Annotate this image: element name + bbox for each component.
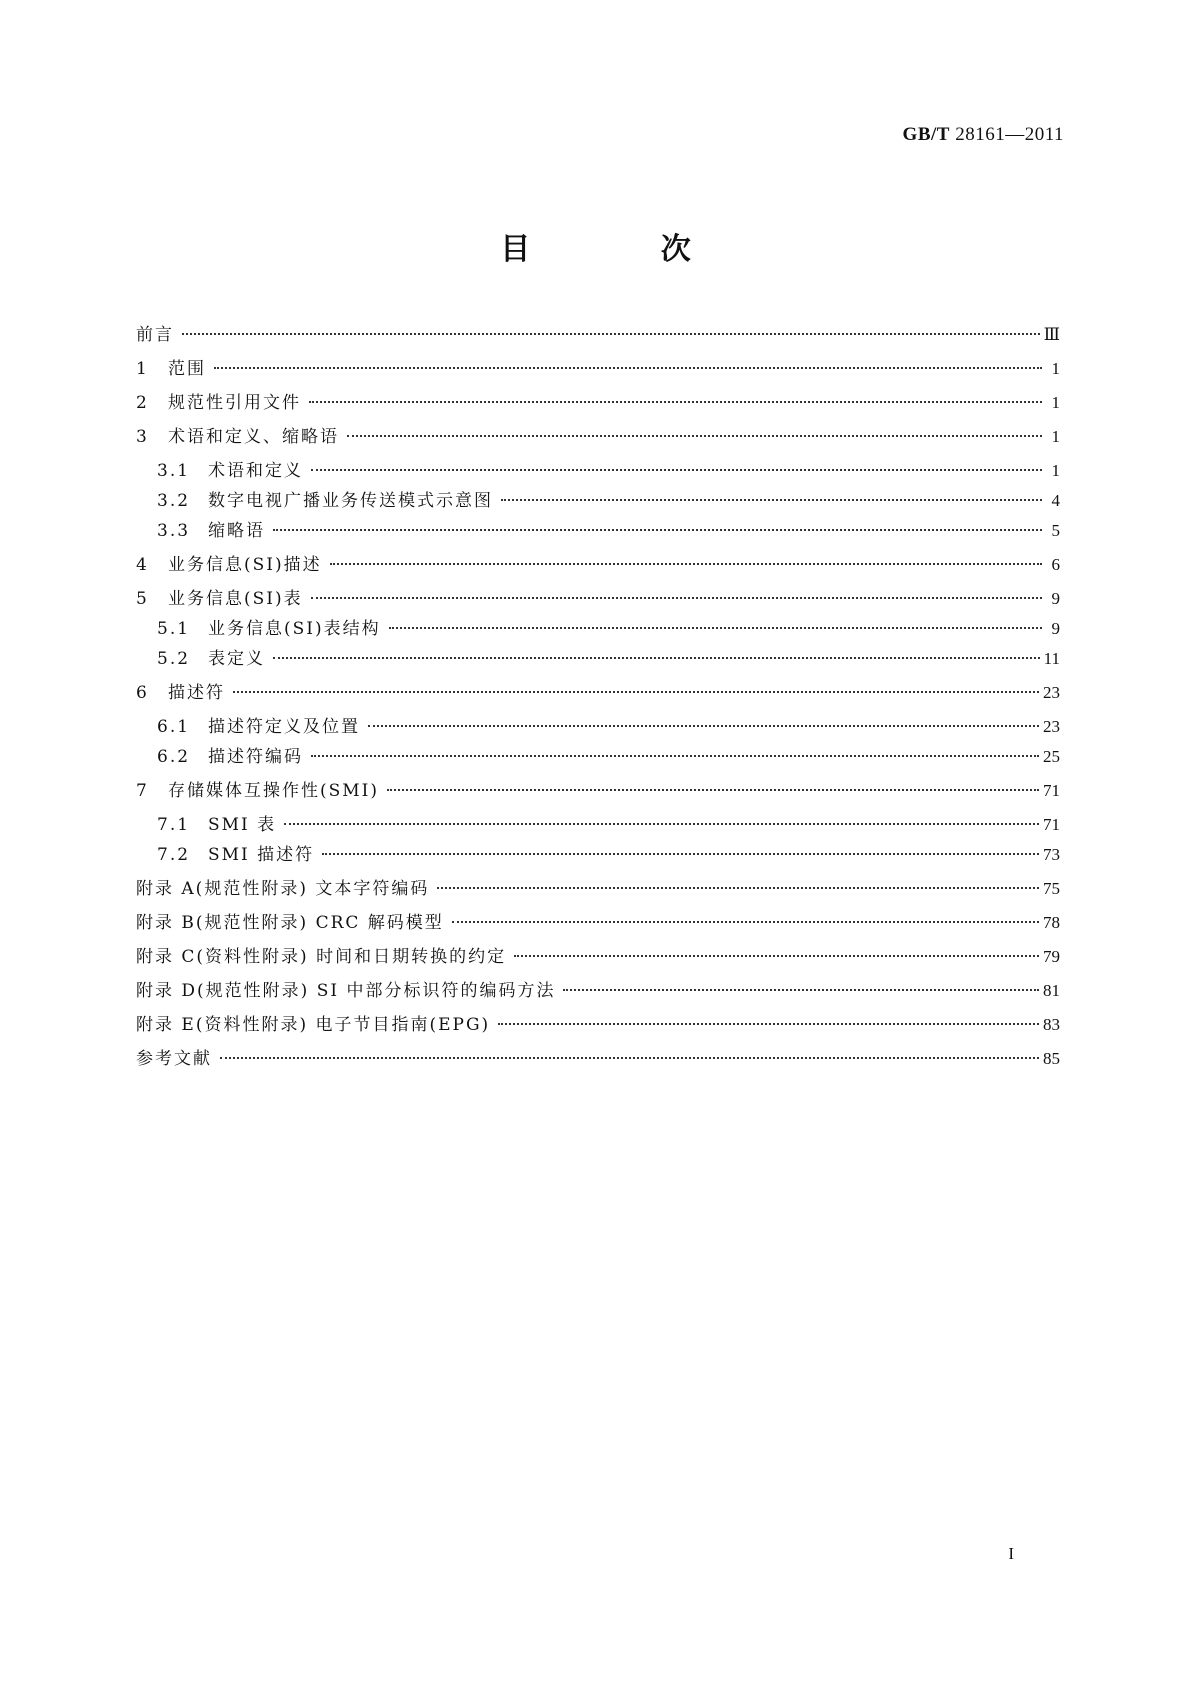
toc-entry-title: 附录 B(规范性附录) CRC 解码模型 [136, 913, 444, 933]
standard-prefix: GB/T [902, 124, 950, 145]
dot-leader [563, 989, 1039, 991]
dot-leader [233, 691, 1039, 693]
toc-entry-title: 描述符 [168, 683, 225, 703]
toc-entry[interactable] [136, 1014, 1060, 1036]
toc-entry-number: 6.1 [157, 717, 191, 737]
toc-entry-page: 11 [1043, 649, 1060, 668]
toc-entry[interactable] [136, 1048, 1060, 1070]
toc-entry-title: 描述符编码 [208, 747, 303, 767]
dot-leader [437, 887, 1039, 889]
toc-entry-number: 6.2 [157, 747, 191, 767]
toc-entry-title: 附录 A(规范性附录) 文本字符编码 [136, 879, 430, 899]
dot-leader [273, 657, 1040, 659]
toc-entry-page: 25 [1043, 747, 1060, 766]
toc-entry-title: 存储媒体互操作性(SMI) [168, 781, 380, 801]
dot-leader [330, 563, 1042, 565]
dot-leader [498, 1023, 1039, 1025]
page-number: I [1008, 1544, 1014, 1563]
toc-entry[interactable] [136, 746, 1060, 768]
toc-entry[interactable] [136, 980, 1060, 1002]
toc-entry-number: 3.3 [157, 521, 191, 541]
toc-entry-page: 23 [1043, 717, 1060, 736]
toc-entry[interactable] [136, 682, 1060, 704]
toc-entry-title: 术语和定义 [208, 461, 303, 481]
toc-entry[interactable] [136, 520, 1060, 542]
toc-entry-title: 范围 [168, 359, 206, 379]
toc-entry-title: 表定义 [208, 649, 265, 669]
toc-entry-number: 6 [136, 683, 147, 703]
toc-entry-title: 附录 D(规范性附录) SI 中部分标识符的编码方法 [136, 981, 556, 1001]
standard-number: 28161—2011 [955, 124, 1064, 145]
toc-entry-page: 79 [1043, 947, 1060, 966]
dot-leader [322, 853, 1039, 855]
toc-entry-page: 9 [1051, 619, 1060, 638]
toc-entry[interactable] [136, 946, 1060, 968]
toc-entry-number: 7 [136, 781, 147, 801]
toc-entry-page: 1 [1051, 461, 1060, 480]
toc-entry-page: Ⅲ [1043, 325, 1060, 344]
dot-leader [311, 469, 1042, 471]
standard-code [903, 124, 1064, 146]
page-title: 目 次 [500, 232, 751, 267]
toc-entry-title: 业务信息(SI)表 [168, 589, 303, 609]
dot-leader [309, 401, 1042, 403]
toc-entry-number: 3.2 [157, 491, 191, 511]
toc-entry[interactable] [136, 912, 1060, 934]
dot-leader [214, 367, 1042, 369]
toc-entry-title: 数字电视广播业务传送模式示意图 [208, 491, 493, 511]
toc-entry-number: 1 [136, 359, 147, 379]
toc-entry-page: 81 [1043, 981, 1060, 1000]
toc-entry-number: 7.1 [157, 815, 191, 835]
toc-entry-page: 5 [1051, 521, 1060, 540]
toc-entry-title: 参考文献 [136, 1049, 212, 1069]
toc-entry-title: 附录 C(资料性附录) 时间和日期转换的约定 [136, 947, 507, 967]
dot-leader [182, 333, 1040, 335]
toc-entry[interactable] [136, 358, 1060, 380]
toc-entry[interactable] [136, 618, 1060, 640]
toc-entry-page: 83 [1043, 1015, 1060, 1034]
toc-entry-number: 3 [136, 427, 147, 447]
toc-entry-page: 1 [1051, 427, 1060, 446]
dot-leader [368, 725, 1039, 727]
toc-entry-page: 1 [1051, 393, 1060, 412]
toc-entry-title: 缩略语 [208, 521, 265, 541]
toc-entry[interactable] [136, 780, 1060, 802]
toc-entry[interactable] [136, 392, 1060, 414]
toc-entry-page: 78 [1043, 913, 1060, 932]
toc-entry[interactable] [136, 490, 1060, 512]
toc-entry-number: 4 [136, 555, 147, 575]
toc-entry-page: 4 [1051, 491, 1060, 510]
toc-entry[interactable] [136, 878, 1060, 900]
dot-leader [220, 1057, 1039, 1059]
dot-leader [284, 823, 1039, 825]
dot-leader [452, 921, 1039, 923]
toc-entry[interactable] [136, 554, 1060, 576]
toc-entry-number: 2 [136, 393, 147, 413]
toc-entry-page: 75 [1043, 879, 1060, 898]
toc-entry[interactable] [136, 716, 1060, 738]
toc-entry[interactable] [136, 426, 1060, 448]
dot-leader [311, 755, 1039, 757]
toc-entry-title: SMI 描述符 [208, 845, 315, 865]
toc-entry-title: 附录 E(资料性附录) 电子节目指南(EPG) [136, 1015, 491, 1035]
toc-entry[interactable] [136, 588, 1060, 610]
toc-entry-number: 5.2 [157, 649, 191, 669]
toc-entry-page: 73 [1043, 845, 1060, 864]
dot-leader [311, 597, 1042, 599]
dot-leader [389, 627, 1042, 629]
toc-entry-number: 3.1 [157, 461, 191, 481]
table-of-contents [136, 324, 1060, 1070]
toc-entry-title: 业务信息(SI)表结构 [208, 619, 381, 639]
dot-leader [514, 955, 1039, 957]
toc-entry[interactable] [136, 460, 1060, 482]
dot-leader [273, 529, 1042, 531]
toc-entry-number: 5 [136, 589, 147, 609]
toc-entry-title: 前言 [136, 325, 174, 345]
toc-entry[interactable] [136, 324, 1060, 346]
toc-entry-page: 71 [1043, 781, 1060, 800]
toc-entry-page: 71 [1043, 815, 1060, 834]
toc-entry-page: 23 [1043, 683, 1060, 702]
toc-entry-title: 规范性引用文件 [168, 393, 301, 413]
toc-entry-title: SMI 表 [208, 815, 277, 835]
toc-entry-page: 85 [1043, 1049, 1060, 1068]
toc-entry-number: 5.1 [157, 619, 191, 639]
toc-entry-title: 术语和定义、缩略语 [168, 427, 339, 447]
toc-entry[interactable] [136, 648, 1060, 670]
dot-leader [387, 789, 1039, 791]
dot-leader [501, 499, 1042, 501]
toc-entry-number: 7.2 [157, 845, 191, 865]
toc-entry[interactable] [136, 844, 1060, 866]
toc-entry-title: 业务信息(SI)描述 [168, 555, 322, 575]
toc-entry-page: 9 [1051, 589, 1060, 608]
toc-entry-page: 1 [1051, 359, 1060, 378]
toc-entry-title: 描述符定义及位置 [208, 717, 360, 737]
dot-leader [347, 435, 1042, 437]
toc-entry[interactable] [136, 814, 1060, 836]
toc-entry-page: 6 [1051, 555, 1060, 574]
